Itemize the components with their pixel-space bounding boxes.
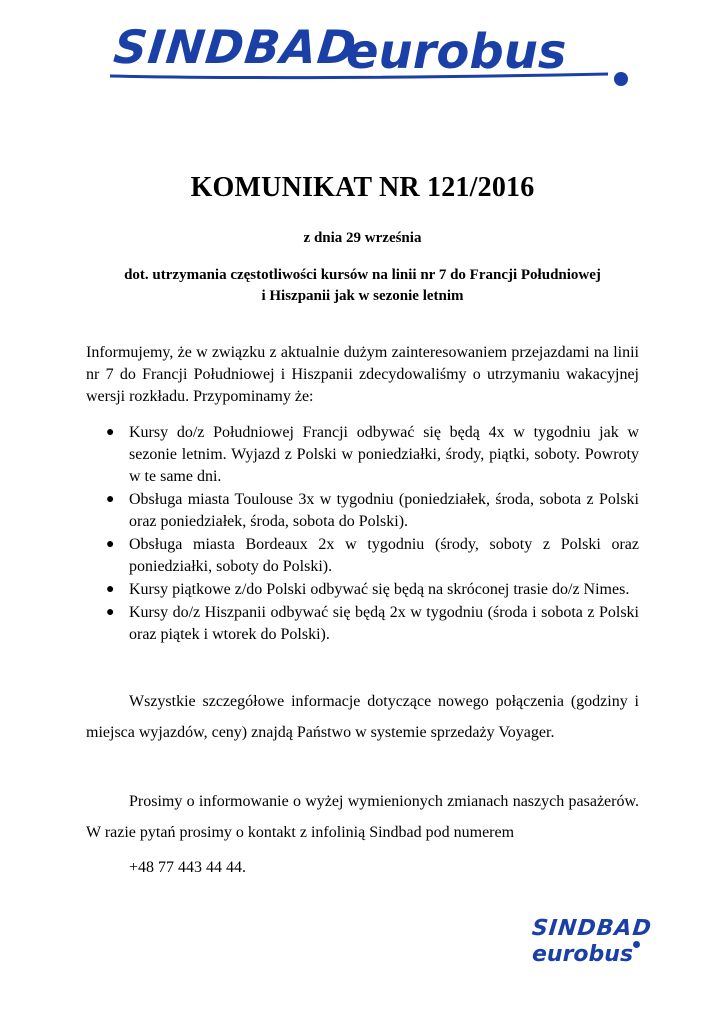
list-item [86, 602, 639, 646]
list-item-text: Obsługa miasta Toulouse 3x w tygodniu (poniedziałek, środa, sobota z Polski oraz poniedziałek, środa, sobota do Polski). [129, 491, 639, 530]
bullet-icon: ● [106, 425, 115, 440]
list-item [86, 422, 639, 488]
list-item-text: Obsługa miasta Bordeaux 2x w tygodniu (środy, soboty z Polski oraz poniedziałki, soboty do Polski). [129, 536, 639, 575]
logo-eurobus-text: eurobus [346, 24, 567, 80]
request-paragraph: Prosimy o informowanie o wyżej wymienionych zmianach naszych pasażerów. W razie pytań prosimy o kontakt z infolinią Sindbad pod numerem [86, 793, 639, 841]
footer-logo-dot-icon [633, 941, 640, 948]
footer-logo [528, 916, 654, 972]
footer-logo-sindbad-text: SINDBAD [530, 916, 654, 941]
route-list [86, 422, 639, 647]
list-item [86, 579, 639, 601]
details-paragraph: Wszystkie szczegółowe informacje dotyczące nowego połączenia (godziny i miejsca wyjazdów, ceny) znajdą Państwo w systemie sprzedaży Voyager. [86, 693, 639, 741]
bullet-icon: ● [106, 582, 115, 597]
bullet-icon: ● [106, 492, 115, 507]
list-item-text: Kursy do/z Hiszpanii odbywać się będą 2x w tygodniu (środa i sobota z Polski oraz piątek i wtorek do Polski). [129, 604, 639, 643]
announcement-date: z dnia 29 września [303, 230, 422, 246]
announcement-subject [86, 265, 639, 307]
logo-dot-icon [614, 72, 628, 86]
intro-paragraph: Informujemy, że w związku z aktualnie dużym zainteresowaniem przejazdami na linii nr 7 do Francji Południowej i Hiszpanii zdecydowaliśmy o utrzymaniu wakacyjnej wersji rozkładu. Przypominamy że: [86, 344, 639, 405]
bullet-icon: ● [106, 605, 115, 620]
list-item-text: Kursy do/z Południowej Francji odbywać się będą 4x w tygodniu jak w sezonie letnim. Wyjazd z Polski w poniedziałki, środy, piątki, soboty. Powroty w te same dni. [129, 424, 639, 485]
subject-line-1: dot. utrzymania częstotliwości kursów na linii nr 7 do Francji Południowej [124, 267, 601, 283]
logo-sindbad-text: SINDBAD [111, 20, 360, 74]
footer-logo-eurobus-text: eurobus [532, 942, 634, 967]
header-logo [108, 14, 628, 86]
list-item-text: Kursy piątkowe z/do Polski odbywać się będą na skróconej trasie do/z Nimes. [129, 581, 630, 598]
list-item [86, 489, 639, 533]
phone-number: +48 77 443 44 44. [129, 859, 247, 876]
list-item [86, 534, 639, 578]
subject-line-2: i Hiszpanii jak w sezonie letnim [261, 288, 464, 304]
page-title: KOMUNIKAT NR 121/2016 [190, 172, 535, 203]
bullet-icon: ● [106, 537, 115, 552]
